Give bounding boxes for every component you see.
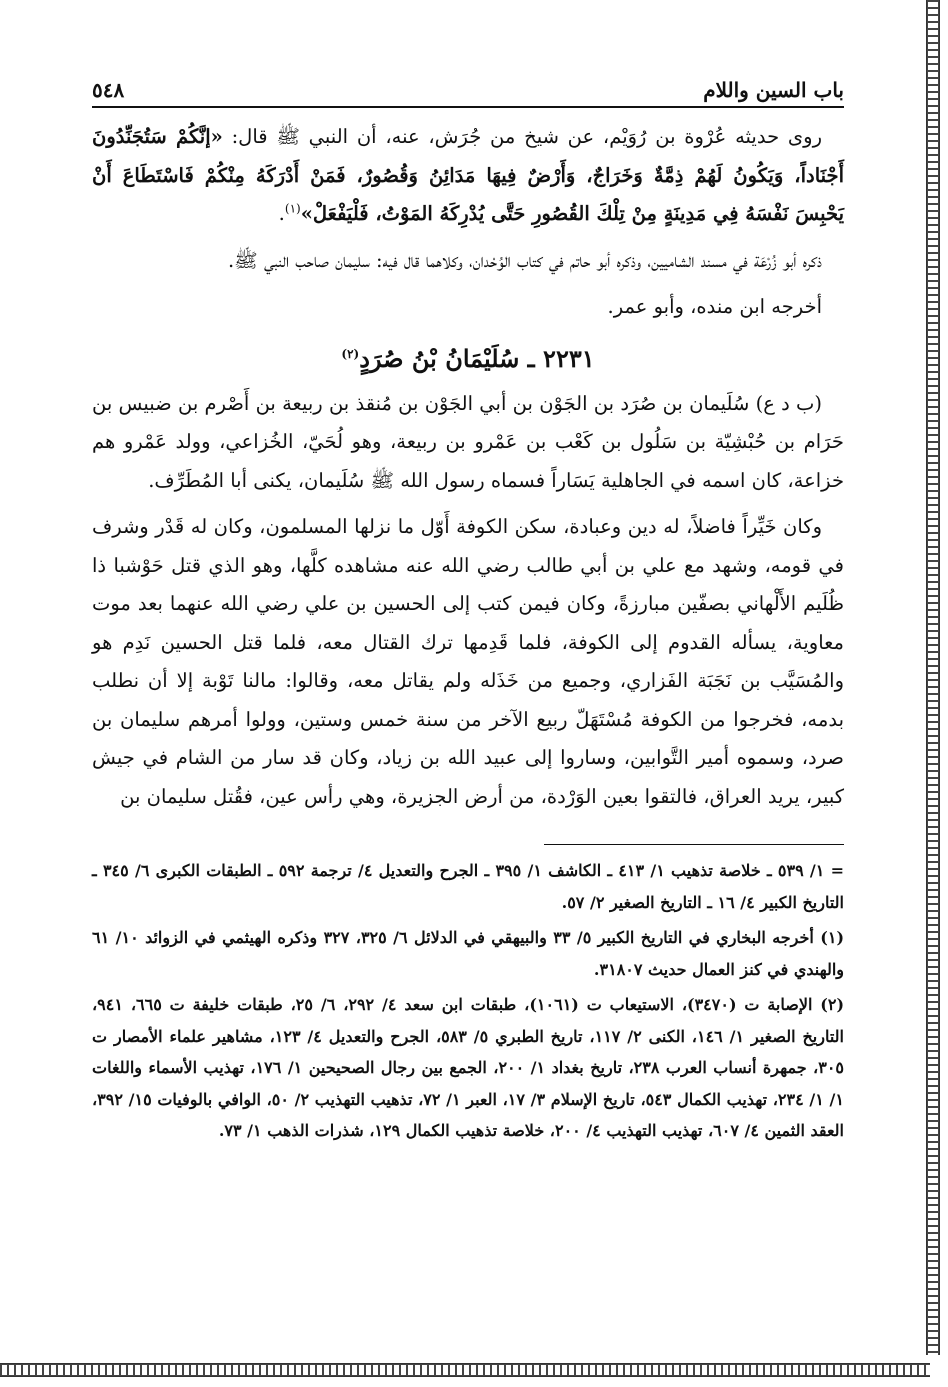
entry-title-text: ٢٢٣١ ـ سُلَيْمَانُ بْنُ صُرَدٍ (359, 343, 595, 373)
footnote-ref-1: (١) (284, 201, 301, 216)
running-header (92, 78, 844, 108)
paragraph-biography: وكان خَيِّراً فاضلاً، له دين وعبادة، سكن الكوفة أَوّل ما نزلها المسلمون، وكان له قَدْر وشرف في قومه، وشهد مع علي بن أبي طالب رضي الله عنه مشاهده كلَّها، وهو الذي قتل حَوْشبا ذا ظُلَيم الأَلْهاني بصفّين مبارزةً، وكان فيمن كتب إلى الحسين بن علي رضي الله عنهما بعد موت معاوية، يسأله القدوم إلى الكوفة، فلما قَدِمها ترك القتال معه، فلما قتل الحسين نَدِم هو والمُسَيَّب بن نَجَبَة الفَزاري، وجميع من خَذَله ولم يقاتل معه، وقالوا: مالنا تَوْبة إلا أن نطلب بدمه، فخرجوا من الكوفة مُسْتَهَلّ ربيع الآخر من سنة خمس وستين، وولوا أمرهم سليمان بن صرد، وسموه أمير التَّوابين، وساروا إلى عبيد الله بن زياد، وكان قد سار من الشام في جيش كبير، يريد العراق، فالتقوا بعين الوَرْدة، من أرض الجزيرة، وهي رأس عين، فقُتل سليمان بن (92, 515, 844, 808)
decorative-border-right (926, 0, 940, 1355)
footnote-continued: = ١/ ٥٣٩ ـ خلاصة تذهيب ١/ ٤١٣ ـ الكاشف ١/ ٣٩٥ ـ الجرح والتعديل ٤/ ترجمة ٥٩٢ ـ الطبقات الكبرى ٦/ ٣٤٥ ـ التاريخ الكبير ٤/ ١٦ ـ التاريخ الصغير ٢/ ٥٧. (92, 861, 845, 912)
footnote-2: (٢) الإصابة ت (٣٤٧٠)، الاستيعاب ت (١٠٦١)، طبقات ابن سعد ٤/ ٢٩٢، ٦/ ٢٥، طبقات خليفة ت ٦٦٥، ٩٤١، التاريخ الصغير ١/ ١٤٦، الكنى ٢/ ١١٧، تاريخ الطبري ٥/ ٥٨٣، الجرح والتعديل ٤/ ١٢٣، مشاهير علماء الأمصار ت ٣٠٥، جمهرة أنساب العرب ٢٣٨، تاريخ بغداد ١/ ٢٠٠، الجمع بين رجال الصحيحين ١/ ١٧٦، تهذيب الأسماء واللغات ١/ ١/ ٢٣٤، تهذيب الكمال ٥٤٣، تاريخ الإسلام ٣/ ١٧، العبر ١/ ٧٢، تذهيب التهذيب ٢/ ٥٠، الوافي بالوفيات ١٥/ ٣٩٢، العقد الثمين ٤/ ٦٠٧، تهذيب التهذيب ٤/ ٢٠٠، خلاصة تذهيب الكمال ١٢٩، شذرات الذهب ١/ ٧٣. (92, 995, 845, 1140)
book-page (92, 78, 844, 1147)
hadith-intro: روى حديثه عُرْوة بن رُوَيْم، عن شيخ من جُرَش، عنه، أن النبي ﷺ قال: (222, 125, 822, 148)
paragraph-abu-zura: ذكره أبو زُرْعَة في مسند الشاميين، وذكره أبو حاتم في كتاب الوُحْدان، وكلاهما قال فيه: سليمان صاحب النبي ﷺ. (227, 248, 822, 272)
hadith-end: . (278, 202, 285, 225)
decorative-border-bottom (0, 1363, 930, 1377)
entry-title (92, 339, 844, 379)
hadith-quote: «إنَّكُمْ سَتُجَنِّدُونَ أَجْنَاداً، وَيَكُونُ لَهُمْ ذِمَّةٌ وَخَرَاجٌ، وَأَرْضٌ فِيهَا مَدَائِنُ وَقُصُورٌ، فَمَنْ أَدْرَكَهُ مِنْكُمْ فَاسْتَطَاعَ أَنْ يَحْبِسَ نَفْسَهُ فِي مَدِينَةٍ مِنْ تِلْكَ القُصُورِ حَتَّى يُدْرِكَهُ المَوْتُ، فَلْيَفْعَلْ» (92, 125, 844, 225)
paragraph-takhrij: أخرجه ابن منده، وأبو عمر. (607, 295, 822, 318)
page-number: ٥٤٨ (92, 78, 125, 102)
footnote-1: (١) أخرجه البخاري في التاريخ الكبير ٥/ ٣٣ والبيهقي في الدلائل ٦/ ٣٢٥، ٣٢٧ وذكره الهيثمي في الزوائد ١٠/ ٦١ والهندي في كنز العمال حديث ٣١٨٠٧. (92, 928, 845, 979)
hadith-paragraph (92, 118, 844, 234)
footnote-ref-2: (٢) (341, 346, 360, 361)
paragraph-lineage: (ب د ع) سُلَيمان بن صُرَد بن الجَوْن بن أبي الجَوْن بن مُنقذ بن ربيعة بن أَصْرم بن ضبيس بن حَرَام بن حُبْشِيّة بن سَلُول بن كَعْب بن عَمْرو بن ربيعة، وهو لُحَيّ، الخُزاعي، وولد عَمْرو هم خزاعة، كان اسمه في الجاهلية يَسَاراً فسماه رسول الله ﷺ سُلَيمان، يكنى أبا المُطَرِّف. (92, 391, 844, 492)
section-title: باب السين واللام (703, 78, 844, 102)
footnote-separator (544, 844, 844, 845)
